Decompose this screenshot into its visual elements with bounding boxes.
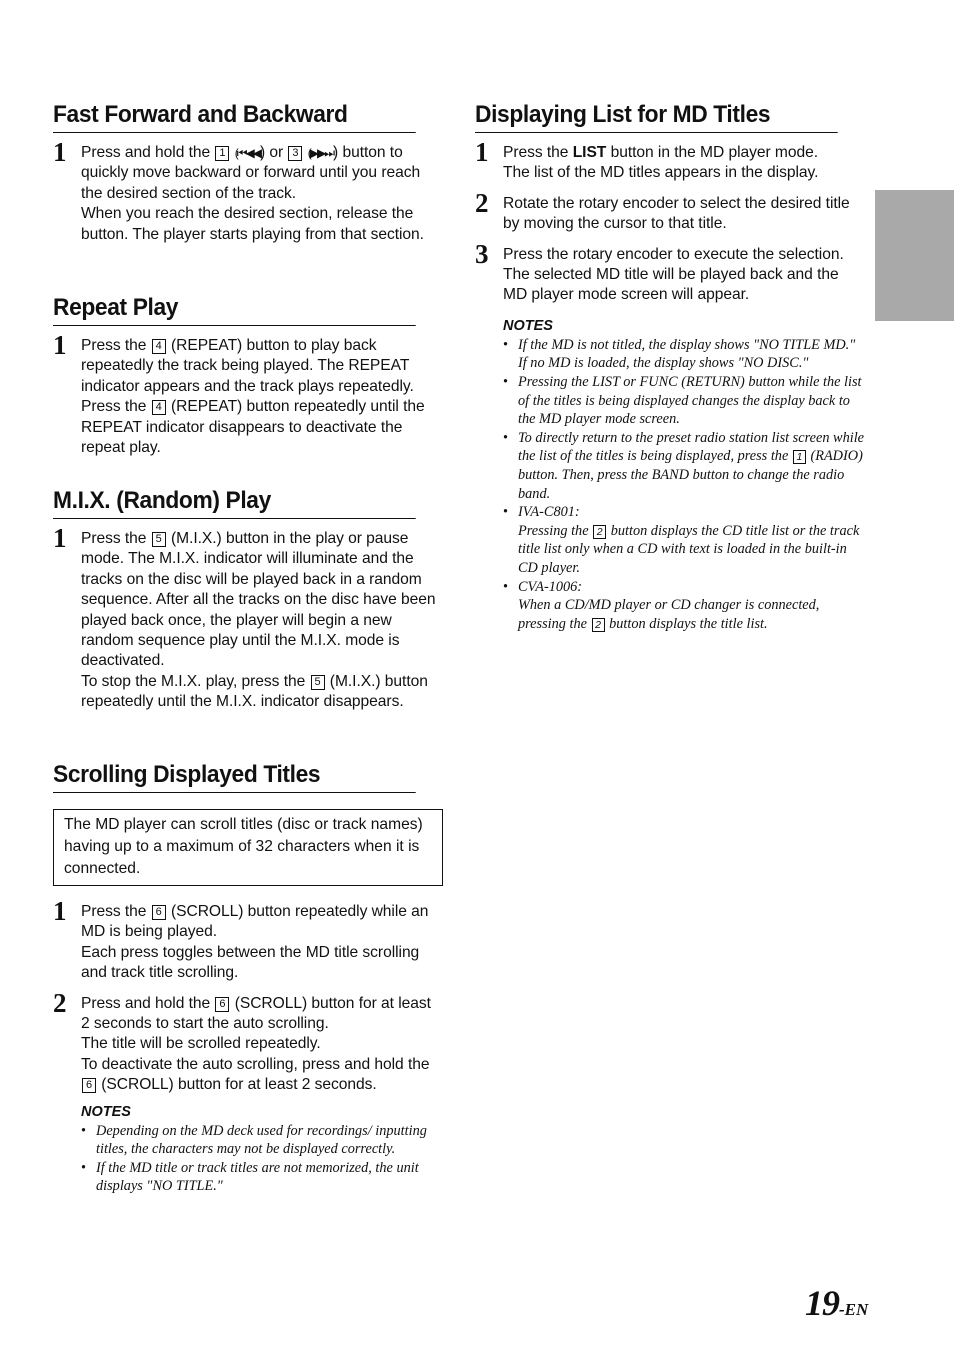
step-1 [53, 896, 443, 984]
button-key-5-icon: 5 [152, 532, 166, 547]
button-key-3-icon: 3 [288, 146, 302, 161]
note-item: • IVA-C801: Pressing the 2 button displays the CD title list or the track title list only when a CD with text is loaded in the built-in CD player. [503, 503, 865, 577]
section-mix-play [53, 486, 443, 713]
note-item: • Pressing the LIST or FUNC (RETURN) button while the list of the titles is being displayed changes the display back to the MD player mode screen. [503, 373, 865, 429]
notes-title: NOTES [503, 317, 553, 334]
notes-block [475, 318, 865, 634]
notes-block [53, 1104, 443, 1196]
step-number: 1 [53, 330, 67, 360]
note-item: • If the MD is not titled, the display shows "NO TITLE MD." If no MD is loaded, the display shows "NO DISC." [503, 336, 865, 373]
step-1 [53, 137, 443, 245]
step-number: 3 [475, 238, 489, 269]
info-box: The MD player can scroll titles (disc or track names) having up to a maximum of 32 characters when it is connected. [53, 809, 443, 886]
section-md-title-list [475, 100, 865, 633]
step-text: Press the 5 (M.I.X.) button in the play or pause mode. The M.I.X. indicator will illuminate and the tracks on the disc will be played back in a random sequence. After all the tracks on the disc have been played back once, the player will begin a new random sequence play until the M.I.X. mode is deactivated. To stop the M.I.X. play, press the 5 (M.I.X.) button repeatedly until the M.I.X. indicator disappears. [81, 530, 436, 711]
step-number: 1 [53, 137, 67, 167]
step-3 [475, 238, 865, 306]
section-title-md-list: Displaying List for MD Titles [475, 100, 838, 133]
step-text: Press the 4 (REPEAT) button to play back repeatedly the track being played. The REPEAT indicator appears and the track plays repeatedly. Press the 4 (REPEAT) button repeatedly until the REPEAT indicator disappears to deactivate the repeat play. [81, 337, 425, 457]
step-number: 1 [53, 523, 67, 553]
button-key-4-icon: 4 [152, 400, 166, 415]
page-number-value: 19 [805, 1283, 839, 1323]
section-title-fast-forward: Fast Forward and Backward [53, 100, 416, 133]
section-scrolling-titles [53, 760, 443, 1196]
button-key-2-icon: 2 [593, 525, 606, 539]
button-key-1-icon: 1 [215, 146, 229, 161]
button-key-6-icon: 6 [152, 905, 166, 920]
rewind-icon: (⏮◀◀ [234, 146, 260, 160]
step-text: Press and hold the 1 (⏮◀◀) or 3 (▶▶⏭) button to quickly move backward or forward until you reach the desired section of the track. When you reach the desired section, release the button. The player starts playing from that section. [81, 144, 424, 243]
step-1 [53, 523, 443, 713]
note-item: • CVA-1006: When a CD/MD player or CD changer is connected, pressing the 2 button displays the title list. [503, 578, 865, 634]
section-tab-strip [875, 190, 954, 321]
notes-title: NOTES [81, 1103, 131, 1120]
step-2 [53, 987, 443, 1096]
page-number-suffix: -EN [839, 1300, 869, 1319]
button-key-6-icon: 6 [215, 997, 229, 1012]
step-number: 1 [475, 137, 489, 167]
button-key-2-icon: 2 [592, 618, 605, 632]
note-item: • To directly return to the preset radio station list screen while the list of the titles is being displayed, press the 1 (RADIO) button. Then, press the BAND button to change the radio band. [503, 429, 865, 503]
step-number: 2 [53, 987, 67, 1018]
notes-list [81, 1122, 443, 1196]
step-number: 1 [53, 896, 67, 926]
note-item: • If the MD title or track titles are not memorized, the unit displays "NO TITLE." [81, 1159, 443, 1196]
step-text: Press the LIST button in the MD player mode. The list of the MD titles appears in the display. [503, 144, 819, 182]
button-key-6-icon: 6 [82, 1078, 96, 1093]
step-text: Press and hold the 6 (SCROLL) button for at least 2 seconds to start the auto scrolling. The title will be scrolled repeatedly. To deactivate the auto scrolling, press and hold the 6 (SCROLL) button for at least 2 seconds. [81, 994, 431, 1094]
step-2 [475, 187, 865, 235]
step-text: Press the rotary encoder to execute the selection. The selected MD title will be played back and the MD player mode screen will appear. [503, 245, 844, 304]
step-number: 2 [475, 187, 489, 218]
step-1 [53, 330, 443, 458]
step-text: Rotate the rotary encoder to select the desired title by moving the cursor to that title. [503, 194, 850, 233]
step-1 [475, 137, 865, 184]
step-text: Press the 6 (SCROLL) button repeatedly while an MD is being played. Each press toggles between the MD title scrolling and track title scrolling. [81, 903, 429, 982]
section-title-repeat: Repeat Play [53, 293, 416, 326]
section-fast-forward [53, 100, 443, 245]
fast-forward-icon: (▶▶⏭ [307, 146, 334, 160]
button-key-5-icon: 5 [311, 675, 325, 690]
section-title-mix: M.I.X. (Random) Play [53, 486, 416, 519]
note-item: • Depending on the MD deck used for recordings/ inputting titles, the characters may not be displayed correctly. [81, 1122, 443, 1159]
page-number [805, 1282, 868, 1324]
section-repeat-play [53, 293, 443, 458]
list-button-label: LIST [572, 144, 607, 161]
section-title-scrolling: Scrolling Displayed Titles [53, 760, 416, 793]
button-key-1-icon: 1 [793, 450, 806, 464]
button-key-4-icon: 4 [152, 339, 166, 354]
notes-list [503, 336, 865, 634]
